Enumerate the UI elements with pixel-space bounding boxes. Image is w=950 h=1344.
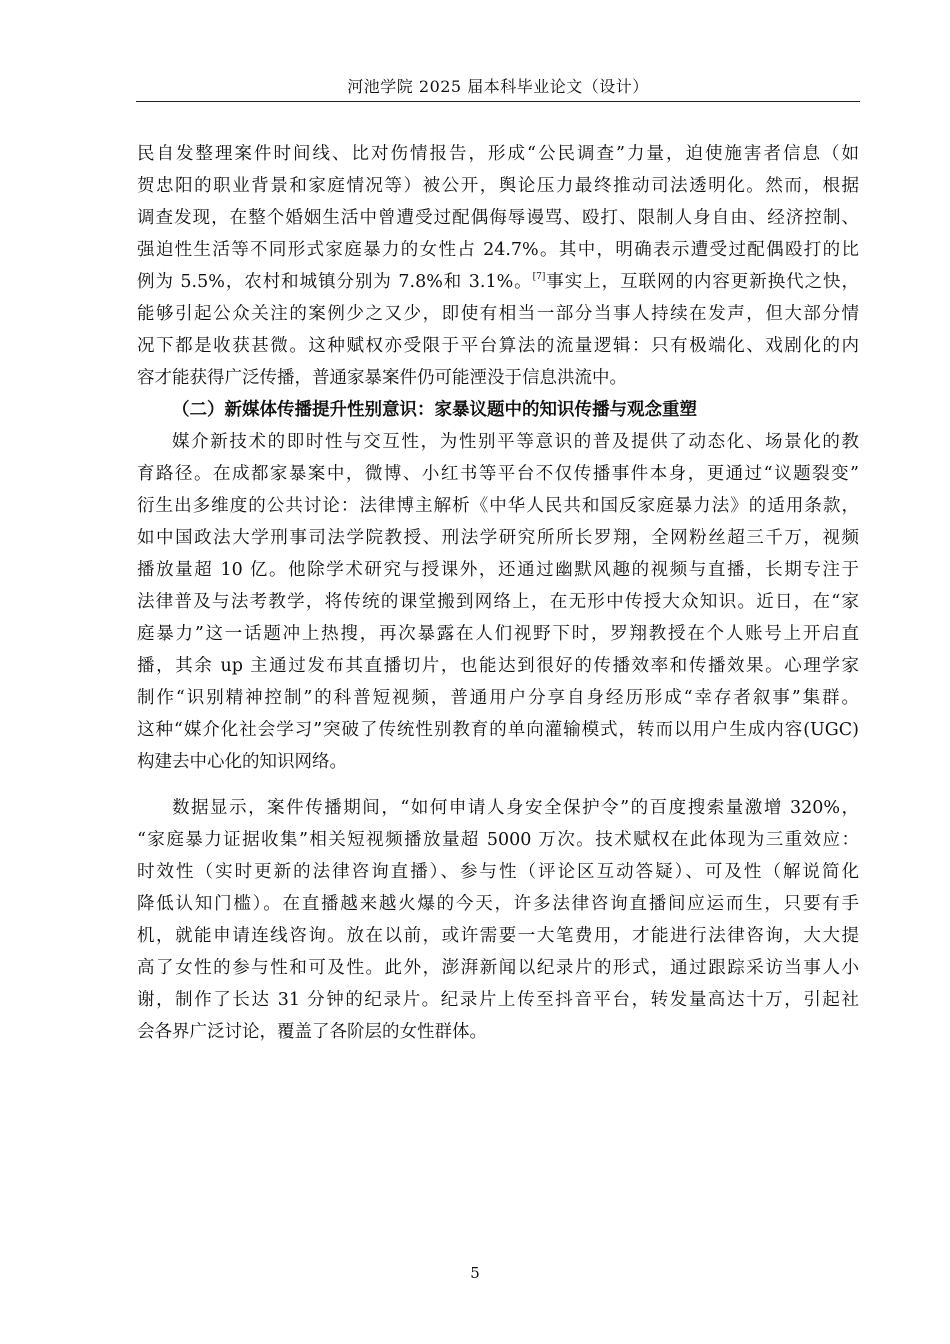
paragraph-2-line-8: 播，其余 up 主通过发布其直播切片，也能达到很好的传播效率和传播效果。心理学家 <box>137 656 859 676</box>
paragraph-1-line-8: 容才能获得广泛传播，普通家暴案件仍可能湮没于信息洪流中。 <box>137 368 627 388</box>
paragraph-3-line-3: 时效性（实时更新的法律咨询直播）、参与性（评论区互动答疑）、可及性（解说简化 <box>137 862 859 882</box>
page-number: 5 <box>470 1264 480 1282</box>
paragraph-2-line-2: 育路径。在成都家暴案中，微博、小红书等平台不仅传播事件本身，更通过“议题裂变” <box>137 464 859 484</box>
paragraph-1-line-6: 能够引起公众关注的案例少之又少，即使有相当一部分当事人持续在发声，但大部分情 <box>137 304 859 324</box>
paragraph-2-line-5: 播放量超 10 亿。他除学术研究与授课外，还通过幽默风趣的视频与直播，长期专注于 <box>137 560 859 580</box>
paragraph-2-line-10: 这种“媒介化社会学习”突破了传统性别教育的单向灌输模式，转而以用户生成内容(UGC) <box>137 720 859 740</box>
paragraph-1-line-4: 强迫性生活等不同形式家庭暴力的女性占 24.7%。其中，明确表示遭受过配偶殴打的比 <box>137 240 859 260</box>
paragraph-2-line-4: 如中国政法大学刑事司法学院教授、刑法学研究所所长罗翔，全网粉丝超三千万，视频 <box>137 528 859 548</box>
paragraph-3-line-7: 谢，制作了长达 31 分钟的纪录片。纪录片上传至抖音平台，转发量高达十万，引起社 <box>137 990 859 1010</box>
paragraph-2-line-11: 构建去中心化的知识网络。 <box>137 752 347 772</box>
paragraph-3-line-6: 高了女性的参与性和可及性。此外，澎湃新闻以纪录片的形式，通过跟踪采访当事人小 <box>137 958 859 978</box>
paragraph-2-line-6: 法律普及与法考教学，将传统的课堂搬到网络上，在无形中传授大众知识。近日，在“家 <box>137 592 859 612</box>
page-header-title: 河池学院 2025 届本科毕业论文（设计） <box>347 77 649 96</box>
paragraph-1-line-1: 民自发整理案件时间线、比对伤情报告，形成“公民调查”力量，迫使施害者信息（如 <box>137 144 859 164</box>
paragraph-2-line-3: 衍生出多维度的公共讨论：法律博主解析《中华人民共和国反家庭暴力法》的适用条款， <box>137 496 859 516</box>
paragraph-1-line-5-text-a: 例为 5.5%，农村和城镇分别为 7.8%和 3.1%。 <box>137 272 533 292</box>
paragraph-2-line-1: 媒介新技术的即时性与交互性，为性别平等意识的普及提供了动态化、场景化的教 <box>172 432 859 452</box>
section-heading: （二）新媒体传播提升性别意识：家暴议题中的知识传播与观念重塑 <box>172 400 697 420</box>
paragraph-1-line-5-text-b: 事实上，互联网的内容更新换代之快， <box>545 272 859 292</box>
paragraph-3-line-8: 会各界广泛讨论，覆盖了各阶层的女性群体。 <box>137 1022 487 1042</box>
paragraph-3-line-1: 数据显示，案件传播期间，“如何申请人身安全保护令”的百度搜索量激增 320%， <box>172 798 859 818</box>
paragraph-1-line-5 <box>137 268 859 296</box>
paragraph-1-line-2: 贺忠阳的职业背景和家庭情况等）被公开，舆论压力最终推动司法透明化。然而，根据 <box>137 176 859 196</box>
paragraph-3-line-5: 机，就能申请连线咨询。放在以前，或许需要一大笔费用，才能进行法律咨询，大大提 <box>137 926 859 946</box>
paragraph-1-line-3: 调查发现，在整个婚姻生活中曾遭受过配偶侮辱谩骂、殴打、限制人身自由、经济控制、 <box>137 208 859 228</box>
paragraph-2-line-9: 制作“识别精神控制”的科普短视频，普通用户分享自身经历形成“幸存者叙事”集群。 <box>137 688 859 708</box>
paragraph-3-line-4: 降低认知门槛）。在直播越来越火爆的今天，许多法律咨询直播间应运而生，只要有手 <box>137 894 859 914</box>
header-divider <box>136 101 860 102</box>
paragraph-1-line-7: 况下都是收获甚微。这种赋权亦受限于平台算法的流量逻辑：只有极端化、戏剧化的内 <box>137 336 859 356</box>
paragraph-3-line-2: “家庭暴力证据收集”相关短视频播放量超 5000 万次。技术赋权在此体现为三重效应： <box>137 830 859 850</box>
paragraph-2-line-7: 庭暴力”这一话题冲上热搜，再次暴露在人们视野下时，罗翔教授在个人账号上开启直 <box>137 624 859 644</box>
citation-ref-7: [7] <box>532 272 546 282</box>
